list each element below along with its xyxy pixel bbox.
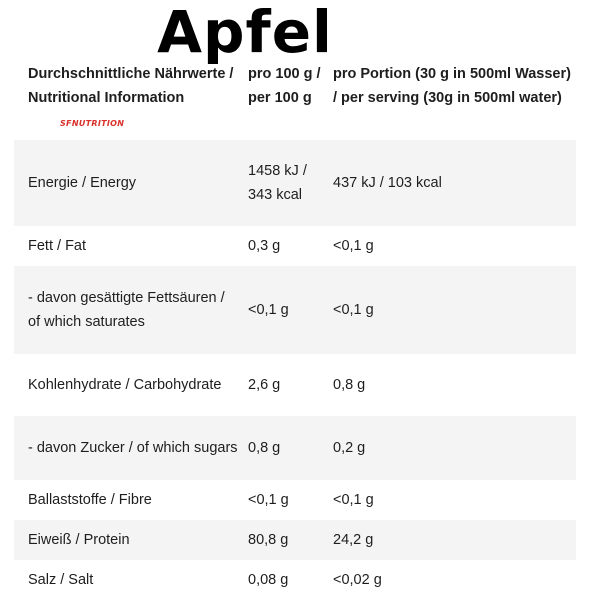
header-nutrient: Durchschnittliche Nährwerte / Nutritional Information xyxy=(28,66,234,106)
value-per-100g: <0,1 g xyxy=(248,492,289,508)
brand-watermark: SFNUTRITION xyxy=(60,119,125,128)
product-title: Apfel xyxy=(157,0,333,66)
nutrient-name: Salz / Salt xyxy=(28,572,94,588)
value-per-serving: 0,2 g xyxy=(333,440,366,456)
table-row xyxy=(14,480,576,520)
nutrient-name: Ballaststoffe / Fibre xyxy=(28,492,152,508)
value-per-100g: 1458 kJ / 343 kcal xyxy=(248,163,307,203)
table-row xyxy=(14,520,576,560)
nutrient-name: Kohlenhydrate / Carbohydrate xyxy=(28,377,222,393)
value-per-serving: <0,02 g xyxy=(333,572,382,588)
value-per-100g: 0,3 g xyxy=(248,238,281,254)
nutrient-name: - davon gesättigte Fettsäuren / of which saturates xyxy=(28,290,225,330)
table-row xyxy=(14,354,576,416)
value-per-serving: 437 kJ / 103 kcal xyxy=(333,175,442,191)
value-per-100g: 2,6 g xyxy=(248,377,281,393)
value-per-serving: <0,1 g xyxy=(333,302,374,318)
value-per-serving: <0,1 g xyxy=(333,492,374,508)
header-per-serving: pro Portion (30 g in 500ml Wasser) / per serving (30g in 500ml water) xyxy=(333,66,571,106)
nutrient-name: - davon Zucker / of which sugars xyxy=(28,440,238,456)
header-per-100g: pro 100 g / per 100 g xyxy=(248,66,321,106)
nutrition-table xyxy=(14,58,576,600)
value-per-100g: 0,8 g xyxy=(248,440,281,456)
nutrient-name: Fett / Fat xyxy=(28,238,87,254)
value-per-100g: 0,08 g xyxy=(248,572,289,588)
table-row xyxy=(14,226,576,266)
value-per-serving: 24,2 g xyxy=(333,532,374,548)
table-row xyxy=(14,560,576,600)
value-per-serving: <0,1 g xyxy=(333,238,374,254)
nutrient-name: Energie / Energy xyxy=(28,175,137,191)
table-row xyxy=(14,266,576,354)
nutrient-name: Eiweiß / Protein xyxy=(28,532,130,548)
table-row xyxy=(14,416,576,480)
value-per-serving: 0,8 g xyxy=(333,377,366,393)
table-row xyxy=(14,140,576,226)
table-header-wrap xyxy=(14,58,576,140)
value-per-100g: 80,8 g xyxy=(248,532,289,548)
value-per-100g: <0,1 g xyxy=(248,302,289,318)
